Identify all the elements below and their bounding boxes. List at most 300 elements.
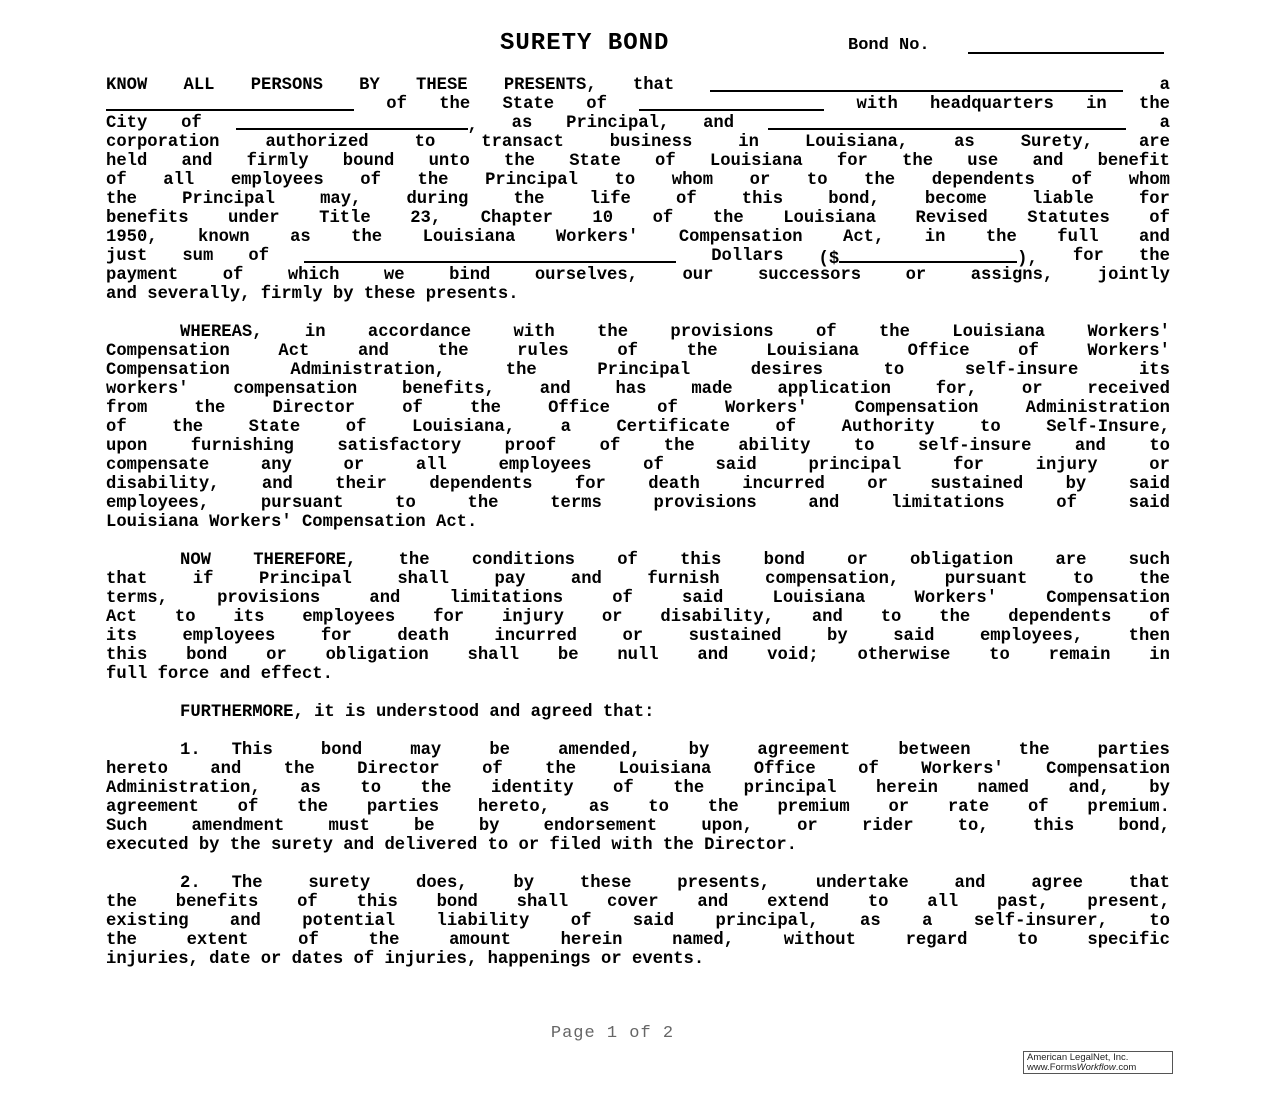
word: Chapter [480,209,553,228]
word: Compensation [1046,589,1170,608]
word: obligation [325,646,429,665]
text-line [106,399,1170,418]
word: potential [302,912,396,931]
word: rate [947,798,990,817]
word: the [597,323,629,342]
word: or [601,608,623,627]
word: become [924,190,987,209]
document-body [106,76,1170,969]
word: of [1018,342,1039,361]
word: to [360,779,382,798]
word: to [395,494,416,513]
whereas-paragraph [106,323,1170,532]
text-line [106,95,1170,114]
word: severally, [147,285,251,304]
word: and [570,570,602,589]
word: the [1138,247,1170,266]
word: ALL [183,76,215,95]
word: we [383,266,405,285]
word: Act [278,342,310,361]
word: without [783,931,856,950]
text-line [106,646,1170,665]
word: this [106,646,148,665]
word: disability, [106,475,220,494]
surety-name-field[interactable] [768,114,1126,130]
word: the [1138,570,1170,589]
word: Surety, [1020,133,1093,152]
text-line [106,551,1170,570]
word: by [198,836,220,855]
word: of [617,342,638,361]
word: the [467,494,499,513]
word: Self-Insure, [1046,418,1170,437]
word: and [697,893,729,912]
word: to [880,608,902,627]
text-line [106,741,1170,760]
word: dependents [931,171,1035,190]
word: unto [428,152,470,171]
text-line [106,380,1170,399]
word: of [815,323,837,342]
text-line [106,874,1170,893]
text-line [106,836,1170,855]
word: the [545,760,577,779]
word: provisions [217,589,321,608]
word: the [864,171,896,190]
word: cover [607,893,659,912]
word: with [856,95,898,114]
word: of [612,589,633,608]
word: Louisiana [709,152,803,171]
word: which [287,266,340,285]
word: compensation, [765,570,900,589]
word: business [609,133,693,152]
word: authorized [265,133,369,152]
word: Compensation [678,228,803,247]
word: hereto, [477,798,551,817]
word: otherwise [857,646,951,665]
furthermore-paragraph [106,703,1170,722]
url-italic: Workflow [1076,1062,1116,1073]
text-line [106,760,1170,779]
word: Certificate [616,418,730,437]
text-line [106,247,1170,269]
text-line [106,570,1170,589]
item-1-paragraph [106,741,1170,855]
sum-dollars-field[interactable] [839,247,1017,263]
word: for [320,627,352,646]
word: bond [436,893,478,912]
word: be [489,741,510,760]
word: of [1056,494,1077,513]
word: headquarters [930,95,1054,114]
text-line [106,418,1170,437]
publisher-badge[interactable] [1023,1051,1173,1074]
word: employees [498,456,592,475]
word: application [777,380,891,399]
url-prefix: www.Forms [1027,1062,1077,1073]
word: has [615,380,647,399]
word: with [611,836,653,855]
word: said [682,589,724,608]
word: parties [1097,741,1170,760]
word: and [1032,152,1064,171]
word: for, [935,380,978,399]
word: terms [550,494,602,513]
title-row [0,30,1275,60]
word: must [328,817,370,836]
word: by [513,874,535,893]
word: of [1071,171,1093,190]
word: PERSONS [250,76,323,95]
word: between [898,741,971,760]
word: Director [357,760,440,779]
word: held [106,152,148,171]
text-line [106,494,1170,513]
word: obligation [910,551,1014,570]
word: of [586,95,607,114]
dollar-sign: ($ [818,250,840,269]
word: of [1027,798,1049,817]
word: or [601,950,622,969]
word: in [738,133,759,152]
word: our [682,266,714,285]
text-line [106,665,1170,684]
word: the [106,190,137,209]
word: shall [467,646,520,665]
word: agreement [757,741,851,760]
word: or [905,266,927,285]
word: firmly [246,152,309,171]
word: to [414,133,436,152]
word: the [902,152,934,171]
word: their [335,475,387,494]
word: 2. The [180,874,263,893]
word: are [1138,133,1170,152]
word: Authority [841,418,935,437]
word: to [1017,931,1038,950]
text-line [106,76,1170,95]
word: Office [907,342,970,361]
word: a [560,418,571,437]
word: full [106,665,148,684]
word: for [433,608,465,627]
word: upon, [701,817,753,836]
word: of [402,399,423,418]
word: Administration, [290,361,446,380]
word: whom [671,171,714,190]
word: bind [449,266,491,285]
word: incurred [494,627,577,646]
word: to [989,646,1010,665]
word: premium. [1087,798,1170,817]
word: as [588,798,610,817]
word: Workers' [914,589,998,608]
word: accordance [367,323,472,342]
word: of [676,190,697,209]
word: self-insure [964,361,1079,380]
word: Louisiana, [411,418,516,437]
word: be [413,817,435,836]
word: said [1128,475,1170,494]
word: incurred [742,475,825,494]
word: Revised [915,209,988,228]
word: named, [672,931,735,950]
word: of [482,760,503,779]
text-line [106,456,1170,475]
word: 1. This [180,741,273,760]
word: extent [186,931,249,950]
word: may, [320,190,362,209]
word: successors [757,266,862,285]
bond-number-label: Bond No. [848,36,930,55]
sum-words-field[interactable] [304,247,676,263]
word: the [172,418,204,437]
word: whom [1128,171,1170,190]
word: Administration, [106,779,261,798]
word: this [356,893,398,912]
text-line [106,228,1170,247]
word: the [229,836,261,855]
word: use [967,152,999,171]
word: limitations [891,494,1005,513]
paragraph-gap [106,304,1170,323]
word: the [712,209,744,228]
word: the [283,760,315,779]
word: be [557,646,579,665]
word: injury [1035,456,1098,475]
word: from [106,399,148,418]
intro-paragraph [106,76,1170,304]
word: and [954,874,986,893]
word: dependents [1008,608,1112,627]
word: Compensation [301,513,426,532]
word: is [345,703,366,722]
text-line [106,171,1170,190]
word: filed [549,836,602,855]
word: employees [230,171,324,190]
text-line [106,950,1170,969]
word: Compensation [106,342,230,361]
word: that [106,570,148,589]
word: and [181,152,213,171]
word: as [860,912,881,931]
word: Louisiana [106,513,199,532]
word: these [363,285,416,304]
word: of [613,779,634,798]
word: for [1138,190,1170,209]
word: it [314,703,335,722]
word: under [228,209,280,228]
word: known [198,228,250,247]
word: that [632,76,675,95]
word: herein [876,779,938,798]
text-line [106,285,1170,304]
word: pursuant [260,494,344,513]
paragraph-gap [106,684,1170,703]
word: the [504,152,535,171]
word: bond [763,551,805,570]
word: liability [436,912,530,931]
word: the [297,798,329,817]
word: effect. [260,665,333,684]
word: Dollars [711,247,784,266]
word: of [106,171,127,190]
word: terms, [106,589,168,608]
word: THEREFORE, [253,551,357,570]
state-of-field[interactable] [639,95,824,111]
word: injuries, [106,950,199,969]
close-paren: ), [1017,250,1038,269]
word: all [415,456,447,475]
word: of [360,171,381,190]
word: and [343,836,375,855]
word: and [261,475,293,494]
word: of [617,551,638,570]
word: by [827,627,848,646]
text-line [106,912,1170,931]
text-line [106,342,1170,361]
word: said [893,627,935,646]
word: Principal [597,361,691,380]
word: Compensation [854,399,979,418]
word: to [614,171,636,190]
word: agree [1031,874,1083,893]
word: these [579,874,632,893]
word: sustained [930,475,1024,494]
word: Office [548,399,610,418]
publisher-url [1027,1063,1172,1073]
word: employees [302,608,396,627]
word: the [663,437,695,456]
word: of [181,114,202,133]
word: 1950, [106,228,158,247]
word: conditions [471,551,575,570]
word: may [410,741,442,760]
word: assigns, [970,266,1054,285]
word: undertake [815,874,909,893]
word: and [539,380,571,399]
word: as [511,114,533,133]
word: upon [106,437,148,456]
word: Workers' [921,760,1004,779]
word: the [1139,95,1170,114]
word: amendment [191,817,285,836]
word: to [980,418,1001,437]
word: KNOW [106,76,148,95]
paragraph-gap [106,532,1170,551]
principal-name-field[interactable] [710,76,1123,92]
word: surety [308,874,371,893]
word: ability [738,437,811,456]
word: the [420,779,452,798]
word: the [505,361,537,380]
text-line [106,475,1170,494]
word: rider [861,817,914,836]
word: then [1128,627,1170,646]
word: in [1149,646,1170,665]
word: premium [777,798,850,817]
word: to [1072,570,1094,589]
text-line [106,266,1170,285]
word: compensate [106,456,210,475]
word: identity [491,779,574,798]
word: pay [494,570,526,589]
word: and [369,589,401,608]
word: Principal [485,171,578,190]
word: Workers' [724,399,808,418]
word: in [304,323,326,342]
word: compensation [233,380,358,399]
word: Workers' [1087,323,1170,342]
word: NOW [180,551,211,570]
word: for [953,456,984,475]
text-line [106,361,1170,380]
word: or [518,836,540,855]
word: bond [186,646,228,665]
word: Louisiana, [804,133,909,152]
word: and, [1068,779,1110,798]
word: Office [753,760,816,779]
text-line [106,190,1170,209]
headquarters-city-field[interactable] [236,114,468,130]
paragraph-gap [106,722,1170,741]
text-line [106,437,1170,456]
word: the [470,399,501,418]
item-2-paragraph [106,874,1170,969]
text-line [106,779,1170,798]
word: or [847,551,868,570]
word: received [1087,380,1170,399]
word: sum [182,247,214,266]
word: and [703,114,735,133]
word: injury [502,608,564,627]
word: FURTHERMORE, [180,703,304,722]
word: bond, [828,190,880,209]
word: benefits, [402,380,495,399]
word: the [1018,741,1050,760]
word: surety [271,836,333,855]
word: self-insurer, [973,912,1108,931]
entity-type-field[interactable] [106,95,354,111]
word: Director [272,399,356,418]
word: to [174,608,196,627]
word: existing [106,912,189,931]
publisher-name: American LegalNet, Inc. [1027,1052,1129,1063]
word: Louisiana [618,760,712,779]
word: executed [106,836,189,855]
word: of [298,931,319,950]
word: employees, [106,494,210,513]
word: remain [1048,646,1111,665]
word: and [210,760,242,779]
text-line [106,608,1170,627]
word: said [632,912,675,931]
text-line [106,513,1170,532]
word: present, [1087,893,1170,912]
word: a [922,912,933,931]
word: date [209,950,251,969]
bond-number-field[interactable] [968,52,1164,54]
word: agreed [530,703,593,722]
word: if [192,570,214,589]
word: Louisiana [952,323,1046,342]
word: all [163,171,195,190]
word: Workers' [1087,342,1170,361]
word: made [691,380,733,399]
word: or [797,817,818,836]
word: satisfactory [337,437,462,456]
